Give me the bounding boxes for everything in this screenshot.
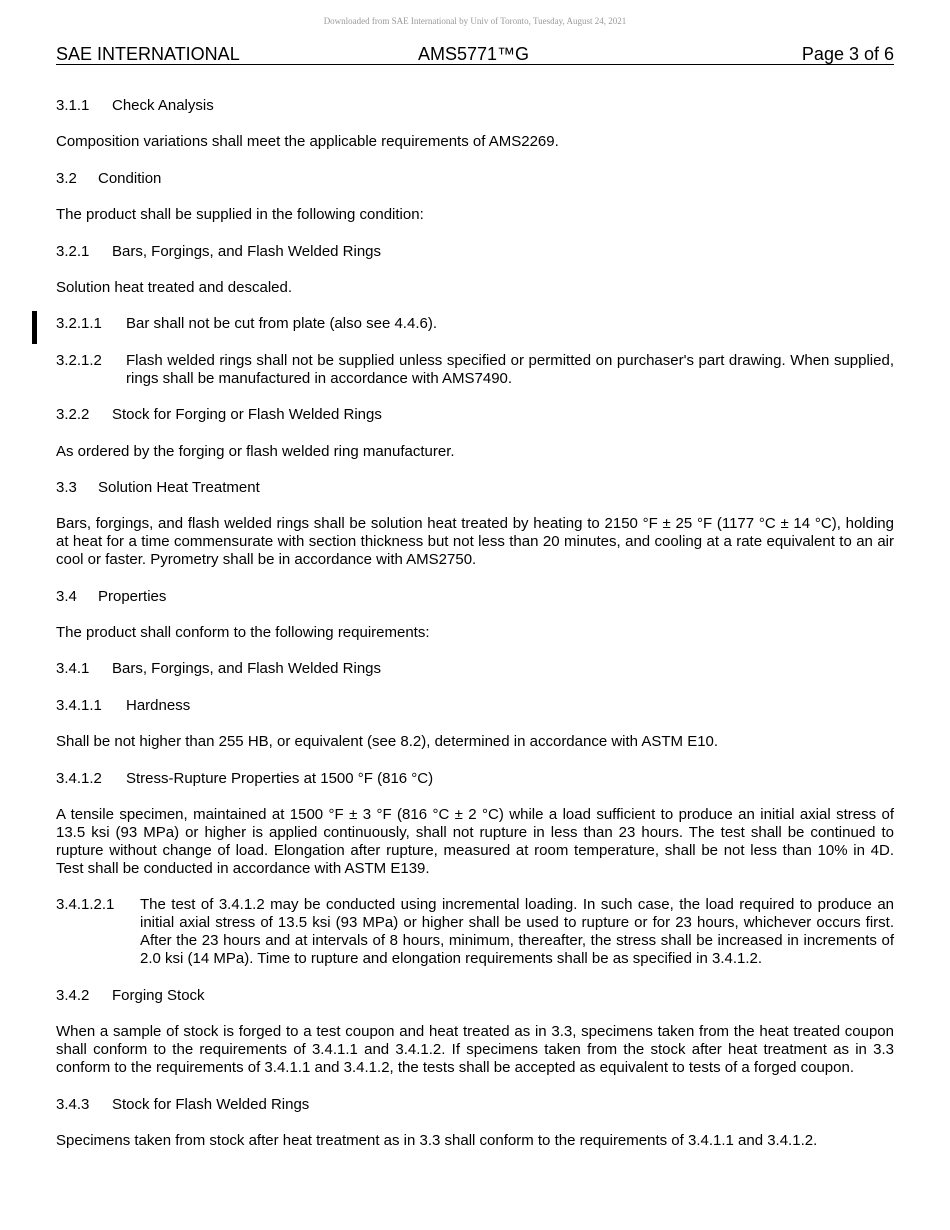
header-organization: SAE INTERNATIONAL	[56, 44, 240, 64]
section-number: 3.4.3	[56, 1095, 90, 1113]
section-title: Stress-Rupture Properties at 1500 °F (816 °C)	[126, 769, 434, 787]
subsection-text: Bar shall not be cut from plate (also see 4.4.6).	[126, 315, 437, 333]
header-document-number: AMS5771™G	[418, 44, 530, 64]
section-title: Bars, Forgings, and Flash Welded Rings	[112, 242, 382, 260]
section-title: Solution Heat Treatment	[98, 478, 260, 496]
section-number: 3.2.2	[56, 406, 90, 424]
section-number: 3.2.1	[56, 242, 90, 260]
section-title: Check Analysis	[112, 97, 214, 114]
download-watermark: Downloaded from SAE International by Univ of Toronto, Tuesday, August 24, 2021	[323, 16, 627, 26]
paragraph: When a sample of stock is forged to a test coupon and heat treated as in 3.3, specimens taken from the heat treated coupon shall conform to the requirements of 3.4.1.1 and 3.4.1.2. If specimens taken from the stock after heat treatment as in 3.3 conform to the requirements of 3.4.1.1 and 3.4.1.2, the tests shall be accepted as equivalent to tests of a forged coupon.	[56, 1023, 894, 1077]
section-number: 3.4.2	[56, 986, 90, 1004]
subsection-text: The test of 3.4.1.2 may be conducted using incremental loading. In such case, the load required to produce an initial axial stress of 13.5 ksi (93 MPa) or higher shall be used to rupture or for 23 hours, whichever occurs first. After the 23 hours and at intervals of 8 hours, minimum, thereafter, the stress shall be increased in increments of 2.0 ksi (14 MPa). Time to rupture and elongation requirements shall be as specified in 3.4.1.2.	[140, 896, 894, 968]
section-number: 3.3	[56, 478, 77, 496]
paragraph: A tensile specimen, maintained at 1500 °F ± 3 °F (816 °C ± 2 °C) while a load sufficient to produce an initial axial stress of 13.5 ksi (93 MPa) or higher is applied continuously, shall not rupture in less than 23 hours. The test shall be continued to rupture without change of load. Elongation after rupture, measured at room temperature, shall be not less than 10% in 4D. Test shall be conducted in accordance with ASTM E139.	[56, 806, 894, 878]
section-number: 3.4.1.2.1	[56, 896, 115, 914]
section-heading	[56, 660, 894, 678]
section-heading	[56, 987, 894, 1005]
document-body	[56, 97, 894, 1168]
subsection-item	[56, 352, 894, 388]
paragraph: Composition variations shall meet the applicable requirements of AMS2269.	[56, 133, 559, 151]
paragraph: Solution heat treated and descaled.	[56, 278, 293, 296]
revision-change-bar	[32, 311, 37, 344]
paragraph: Specimens taken from stock after heat treatment as in 3.3 shall conform to the requirements of 3.4.1.1 and 3.4.1.2.	[56, 1131, 818, 1149]
section-number: 3.2.1.2	[56, 351, 102, 369]
section-title: Hardness	[126, 696, 191, 714]
header-page-number: Page 3 of 6	[801, 44, 894, 64]
section-title: Bars, Forgings, and Flash Welded Rings	[112, 660, 382, 678]
section-number: 3.4	[56, 587, 77, 605]
section-heading	[56, 697, 894, 715]
section-heading	[56, 588, 894, 606]
section-heading	[56, 1096, 894, 1114]
section-number: 3.1.1	[56, 97, 90, 114]
subsection-item	[56, 315, 894, 333]
section-title: Forging Stock	[112, 986, 205, 1004]
section-heading	[56, 479, 894, 497]
section-heading	[56, 97, 894, 115]
paragraph: Bars, forgings, and flash welded rings shall be solution heat treated by heating to 2150 °F ± 25 °F (1177 °C ± 14 °C), holding at heat for a time commensurate with section thickness but not less than 20 minutes, and cooling at a rate equivalent to an air cool or faster. Pyrometry shall be in accordance with AMS2750.	[56, 515, 894, 569]
section-heading	[56, 406, 894, 424]
section-number: 3.4.1	[56, 660, 90, 678]
subsection-item	[56, 896, 894, 968]
section-number: 3.4.1.1	[56, 696, 102, 714]
paragraph: Shall be not higher than 255 HB, or equivalent (see 8.2), determined in accordance with ASTM E10.	[56, 733, 719, 751]
paragraph: As ordered by the forging or flash welded ring manufacturer.	[56, 442, 455, 460]
paragraph: The product shall be supplied in the following condition:	[56, 206, 424, 224]
section-heading	[56, 170, 894, 188]
section-title: Condition	[98, 169, 162, 187]
section-title: Stock for Flash Welded Rings	[112, 1095, 310, 1113]
section-heading	[56, 770, 894, 788]
section-number: 3.2	[56, 169, 77, 187]
section-heading	[56, 243, 894, 261]
paragraph: The product shall conform to the following requirements:	[56, 624, 430, 642]
section-number: 3.2.1.1	[56, 315, 102, 333]
section-number: 3.4.1.2	[56, 769, 102, 787]
page-header	[56, 44, 894, 65]
section-title: Stock for Forging or Flash Welded Rings	[112, 406, 382, 424]
subsection-text: Flash welded rings shall not be supplied unless specified or permitted on purchaser's part drawing. When supplied, rings shall be manufactured in accordance with AMS7490.	[126, 351, 894, 387]
section-title: Properties	[98, 587, 167, 605]
